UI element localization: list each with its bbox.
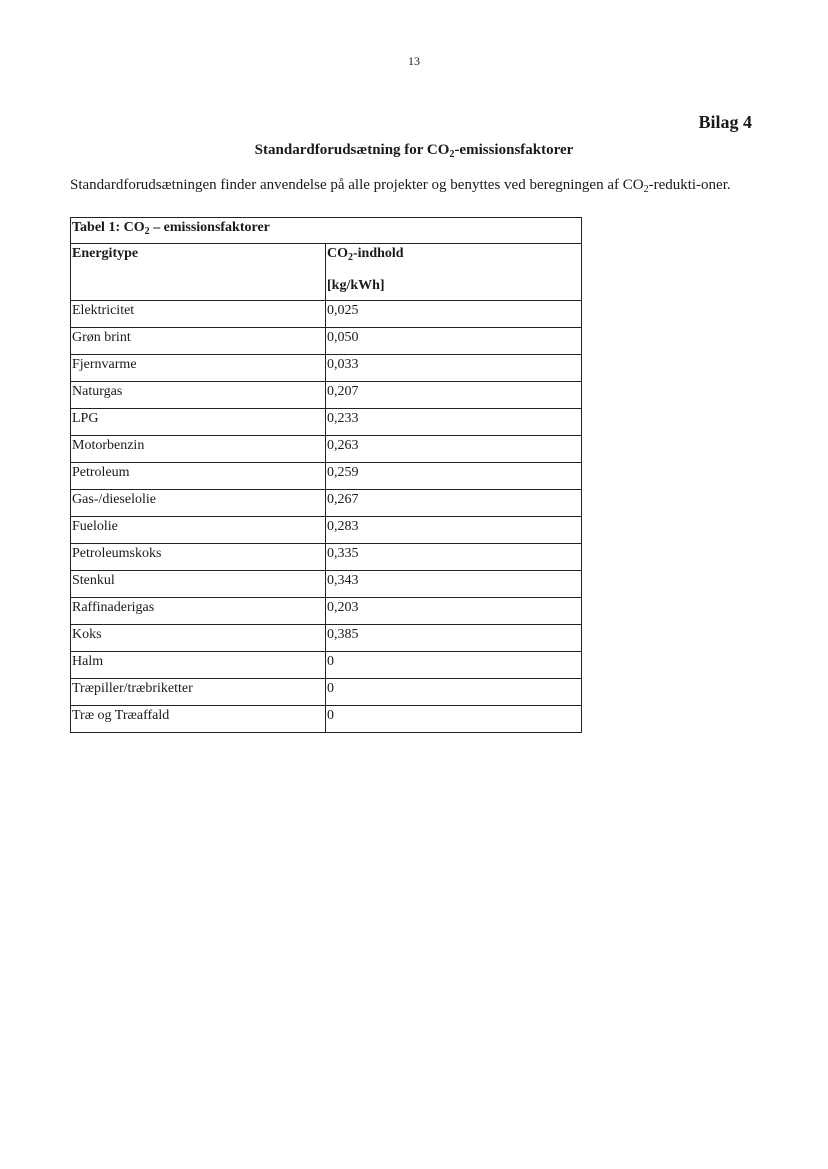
co2-value-cell: 0,343 <box>326 571 582 598</box>
table-caption <box>71 218 582 244</box>
co2-value-cell: 0,233 <box>326 409 582 436</box>
energy-type-cell: Elektricitet <box>71 301 326 328</box>
emission-factors-table <box>70 217 582 733</box>
col2-header-subscript: 2 <box>348 252 353 263</box>
energy-type-cell: Naturgas <box>71 382 326 409</box>
co2-value-cell: 0,259 <box>326 463 582 490</box>
energy-type-cell: Træ og Træaffald <box>71 706 326 733</box>
energy-type-cell: Petroleumskoks <box>71 544 326 571</box>
title-suffix: -emissionsfaktorer <box>454 142 574 158</box>
table-row <box>71 355 582 382</box>
energy-type-cell: Raffinaderigas <box>71 598 326 625</box>
table-row <box>71 679 582 706</box>
table-row <box>71 463 582 490</box>
caption-prefix: Tabel 1: CO <box>72 220 145 235</box>
table-row <box>71 598 582 625</box>
co2-value-cell: 0 <box>326 679 582 706</box>
co2-value-cell: 0 <box>326 652 582 679</box>
co2-value-cell: 0,033 <box>326 355 582 382</box>
energy-type-cell: Gas-/dieselolie <box>71 490 326 517</box>
co2-value-cell: 0,267 <box>326 490 582 517</box>
table-caption-row <box>71 218 582 244</box>
table-row <box>71 382 582 409</box>
energy-type-cell: Fuelolie <box>71 517 326 544</box>
co2-value-cell: 0,203 <box>326 598 582 625</box>
co2-value-cell: 0,050 <box>326 328 582 355</box>
energy-type-cell: LPG <box>71 409 326 436</box>
table-header-row <box>71 244 582 301</box>
title-prefix: Standardforudsætning for CO <box>254 142 450 158</box>
caption-subscript: 2 <box>144 226 150 237</box>
title-subscript: 2 <box>449 149 455 160</box>
intro-prefix: Standardforudsætningen finder anvendelse på alle projekter og benyttes ved beregningen af CO <box>70 177 644 193</box>
column-header-co2-content <box>326 244 582 301</box>
table-row <box>71 490 582 517</box>
col2-header-prefix: CO <box>327 246 348 261</box>
table-row <box>71 301 582 328</box>
energy-type-cell: Halm <box>71 652 326 679</box>
document-title <box>0 142 828 159</box>
energy-type-cell: Grøn brint <box>71 328 326 355</box>
page-number: 13 <box>408 54 420 68</box>
appendix-label: Bilag 4 <box>698 112 752 132</box>
table-row <box>71 436 582 463</box>
energy-type-cell: Motorbenzin <box>71 436 326 463</box>
intro-paragraph <box>70 175 760 195</box>
intro-suffix: -redukti-oner. <box>648 177 731 193</box>
column-header-energy-type: Energitype <box>71 244 326 301</box>
intro-subscript: 2 <box>643 184 649 195</box>
table-row <box>71 544 582 571</box>
energy-type-cell: Petroleum <box>71 463 326 490</box>
table-row <box>71 652 582 679</box>
table-row <box>71 409 582 436</box>
co2-value-cell: 0,283 <box>326 517 582 544</box>
co2-value-cell: 0,207 <box>326 382 582 409</box>
col2-unit: [kg/kWh] <box>327 278 385 293</box>
table-row <box>71 625 582 652</box>
co2-value-cell: 0,335 <box>326 544 582 571</box>
co2-value-cell: 0,025 <box>326 301 582 328</box>
energy-type-cell: Stenkul <box>71 571 326 598</box>
caption-suffix: – emissionsfaktorer <box>149 220 270 235</box>
table-row <box>71 328 582 355</box>
energy-type-cell: Fjernvarme <box>71 355 326 382</box>
table-row <box>71 706 582 733</box>
table-row <box>71 517 582 544</box>
col2-header-suffix: -indhold <box>353 246 404 261</box>
co2-value-cell: 0,385 <box>326 625 582 652</box>
energy-type-cell: Koks <box>71 625 326 652</box>
co2-value-cell: 0 <box>326 706 582 733</box>
co2-value-cell: 0,263 <box>326 436 582 463</box>
table-row <box>71 571 582 598</box>
energy-type-cell: Træpiller/træbriketter <box>71 679 326 706</box>
